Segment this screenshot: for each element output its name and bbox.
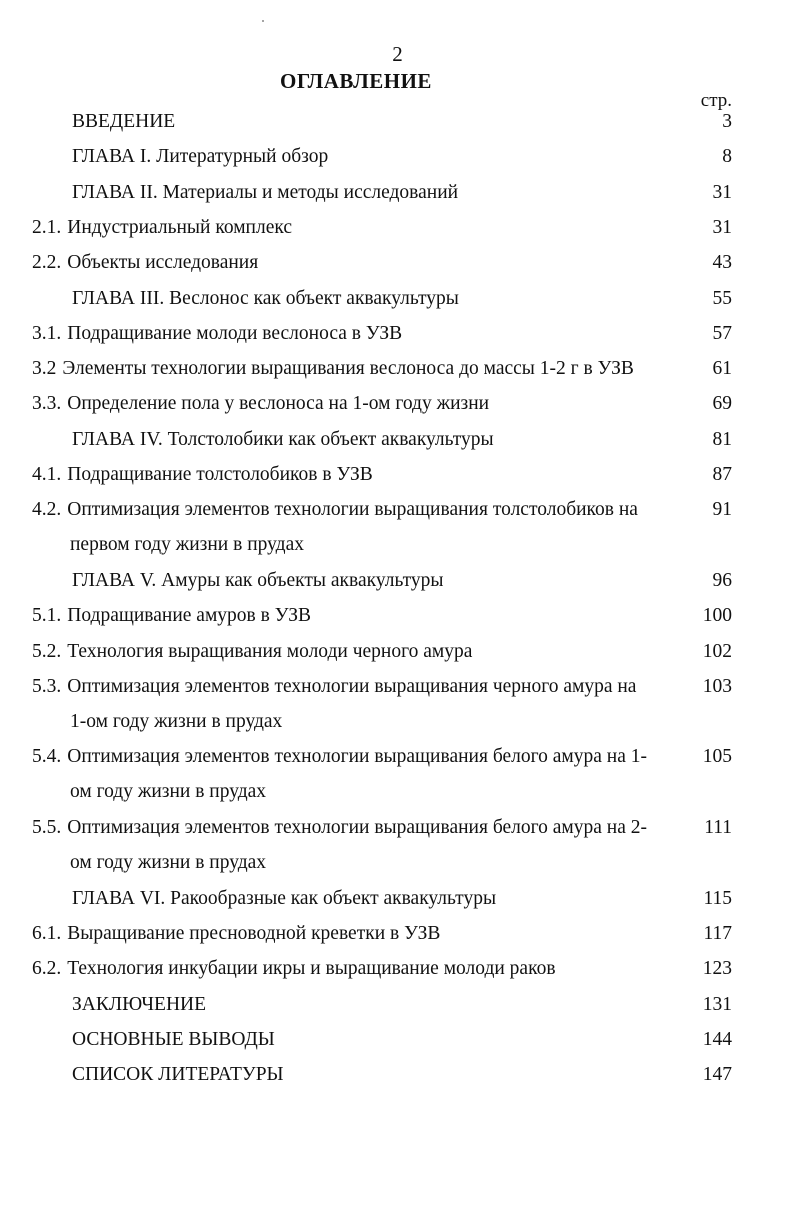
toc-entry-text: Оптимизация элементов технологии выращивания толстолобиков на bbox=[67, 499, 638, 521]
toc-entry-title bbox=[72, 987, 206, 1022]
toc-entry-title bbox=[32, 245, 258, 280]
toc-entry-title bbox=[72, 175, 458, 210]
toc-entry-title bbox=[72, 139, 328, 174]
toc-entry-text: Подращивание молоди веслоноса в УЗВ bbox=[67, 322, 403, 344]
toc-section-number: 5.4. bbox=[32, 746, 62, 768]
toc-page-number: 55 bbox=[712, 287, 732, 309]
toc-page-number: 61 bbox=[712, 358, 732, 380]
toc-entry-text: Объекты исследования bbox=[67, 252, 259, 274]
toc-page-number: 105 bbox=[702, 746, 732, 768]
toc-entry-title bbox=[32, 634, 472, 669]
toc-page-number: 8 bbox=[722, 146, 732, 168]
toc-page-number: 91 bbox=[712, 499, 732, 521]
toc-page-number: 87 bbox=[712, 464, 732, 485]
toc-entry-text: ГЛАВА IV. Толстолобики как объект аквакультуры bbox=[72, 428, 494, 450]
toc-entry-text: Технология инкубации икры и выращивание молоди раков bbox=[67, 958, 556, 980]
toc-entry-text: ГЛАВА I. Литературный обзор bbox=[72, 146, 329, 168]
toc-page-number: 103 bbox=[702, 675, 732, 697]
toc-section-number: 3.3. bbox=[32, 393, 62, 415]
toc-entry-text: ГЛАВА VI. Ракообразные как объект аквакультуры bbox=[72, 887, 497, 909]
toc-section-number: 6.2. bbox=[32, 958, 62, 980]
toc-entry-text-continued: ом году жизни в прудах bbox=[70, 852, 267, 873]
toc-entry-text: Определение пола у веслоноса на 1-ом году жизни bbox=[67, 393, 490, 415]
toc-section-number: 2.1. bbox=[32, 216, 62, 238]
toc-section-number: 6.1. bbox=[32, 922, 62, 944]
toc-entry-title bbox=[32, 386, 489, 421]
toc-entry-text: Индустриальный комплекс bbox=[67, 216, 293, 238]
toc-entry-text: Выращивание пресноводной креветки в УЗВ bbox=[67, 922, 441, 944]
toc-page-number: 81 bbox=[712, 428, 732, 450]
toc-section-number: 3.2 bbox=[32, 358, 57, 380]
toc-entry-title bbox=[32, 951, 556, 986]
toc-section-number: 2.2. bbox=[32, 252, 62, 274]
toc-page-number: 96 bbox=[712, 569, 732, 591]
toc-entry-text-continued: ом году жизни в прудах bbox=[70, 781, 267, 803]
toc-entry-title bbox=[32, 669, 636, 739]
toc-entry-text: Оптимизация элементов технологии выращивания белого амура на 1- bbox=[67, 746, 647, 768]
toc-section-number: 5.2. bbox=[32, 640, 62, 662]
toc-entry-text-continued: 1-ом году жизни в прудах bbox=[70, 710, 283, 732]
toc-entry-title bbox=[32, 210, 292, 245]
toc-page-number: 117 bbox=[703, 922, 732, 944]
toc-page-number: 111 bbox=[704, 817, 732, 838]
toc-page-number: 31 bbox=[712, 216, 732, 238]
toc-page-number: 115 bbox=[703, 887, 732, 909]
toc-entry-text: Подращивание амуров в УЗВ bbox=[67, 605, 312, 627]
toc-entry-text: Оптимизация элементов технологии выращивания черного амура на bbox=[67, 675, 637, 697]
toc-page-number: 3 bbox=[722, 111, 732, 132]
toc-section-number: 3.1. bbox=[32, 322, 62, 344]
toc-entry-title bbox=[32, 598, 311, 633]
toc-entry-text: ОСНОВНЫЕ ВЫВОДЫ bbox=[72, 1028, 275, 1050]
toc-entry-text: Подращивание толстолобиков в УЗВ bbox=[67, 464, 373, 485]
toc-page-number: 69 bbox=[712, 393, 732, 415]
toc-section-number: 5.1. bbox=[32, 605, 62, 627]
toc-page-number: 131 bbox=[702, 993, 732, 1015]
toc-entry-text: ЗАКЛЮЧЕНИЕ bbox=[72, 993, 207, 1015]
toc-entry-title bbox=[32, 351, 634, 386]
page-title: ОГЛАВЛЕНИЕ bbox=[280, 69, 432, 93]
toc-page-number: 57 bbox=[712, 322, 732, 344]
toc-entry-title bbox=[72, 563, 443, 598]
toc-section-number: 5.3. bbox=[32, 675, 62, 697]
toc-entry-title bbox=[72, 422, 494, 457]
toc-page-number: 102 bbox=[702, 640, 732, 662]
toc-section-number: 4.2. bbox=[32, 499, 62, 521]
toc-entry-text: Элементы технологии выращивания веслоноса до массы 1-2 г в УЗВ bbox=[62, 358, 634, 380]
toc-entry-text: СПИСОК ЛИТЕРАТУРЫ bbox=[72, 1064, 284, 1086]
toc-section-number: 5.5. bbox=[32, 817, 62, 838]
toc-entry-title bbox=[32, 457, 373, 492]
toc-entry-text: Технология выращивания молоди черного амура bbox=[67, 640, 473, 662]
toc-entry-title bbox=[32, 492, 638, 562]
toc-entry-title bbox=[72, 1057, 284, 1092]
toc-section-number: 4.1. bbox=[32, 464, 62, 485]
toc-page-number: 43 bbox=[712, 252, 732, 274]
toc-entry-title bbox=[72, 1022, 275, 1057]
toc-entry-title bbox=[32, 739, 647, 809]
toc-entry-title bbox=[32, 810, 647, 880]
toc-page-number: 31 bbox=[712, 181, 732, 203]
toc-entry-title bbox=[72, 104, 175, 139]
toc-entry-text: Оптимизация элементов технологии выращивания белого амура на 2- bbox=[67, 817, 647, 838]
toc-page-number: 147 bbox=[702, 1064, 732, 1086]
toc-entry-title bbox=[32, 316, 402, 351]
toc-page-number: 123 bbox=[702, 958, 732, 980]
toc-entry-text: ГЛАВА III. Веслонос как объект аквакультуры bbox=[72, 287, 459, 309]
toc-entry-title bbox=[72, 281, 459, 316]
toc-entry-text: ГЛАВА V. Амуры как объекты аквакультуры bbox=[72, 569, 444, 591]
toc-entry-text: ВВЕДЕНИЕ bbox=[72, 111, 176, 132]
toc-page-number: 100 bbox=[702, 605, 732, 627]
page-column-label: стр. bbox=[700, 90, 732, 111]
toc-entry-title bbox=[32, 916, 440, 951]
page-number: 2 bbox=[392, 42, 403, 66]
toc-entry-title bbox=[72, 881, 496, 916]
toc-entry-text: ГЛАВА II. Материалы и методы исследований bbox=[72, 181, 459, 203]
toc-entry-text-continued: первом году жизни в прудах bbox=[70, 534, 304, 556]
toc-page-number: 144 bbox=[702, 1028, 732, 1050]
